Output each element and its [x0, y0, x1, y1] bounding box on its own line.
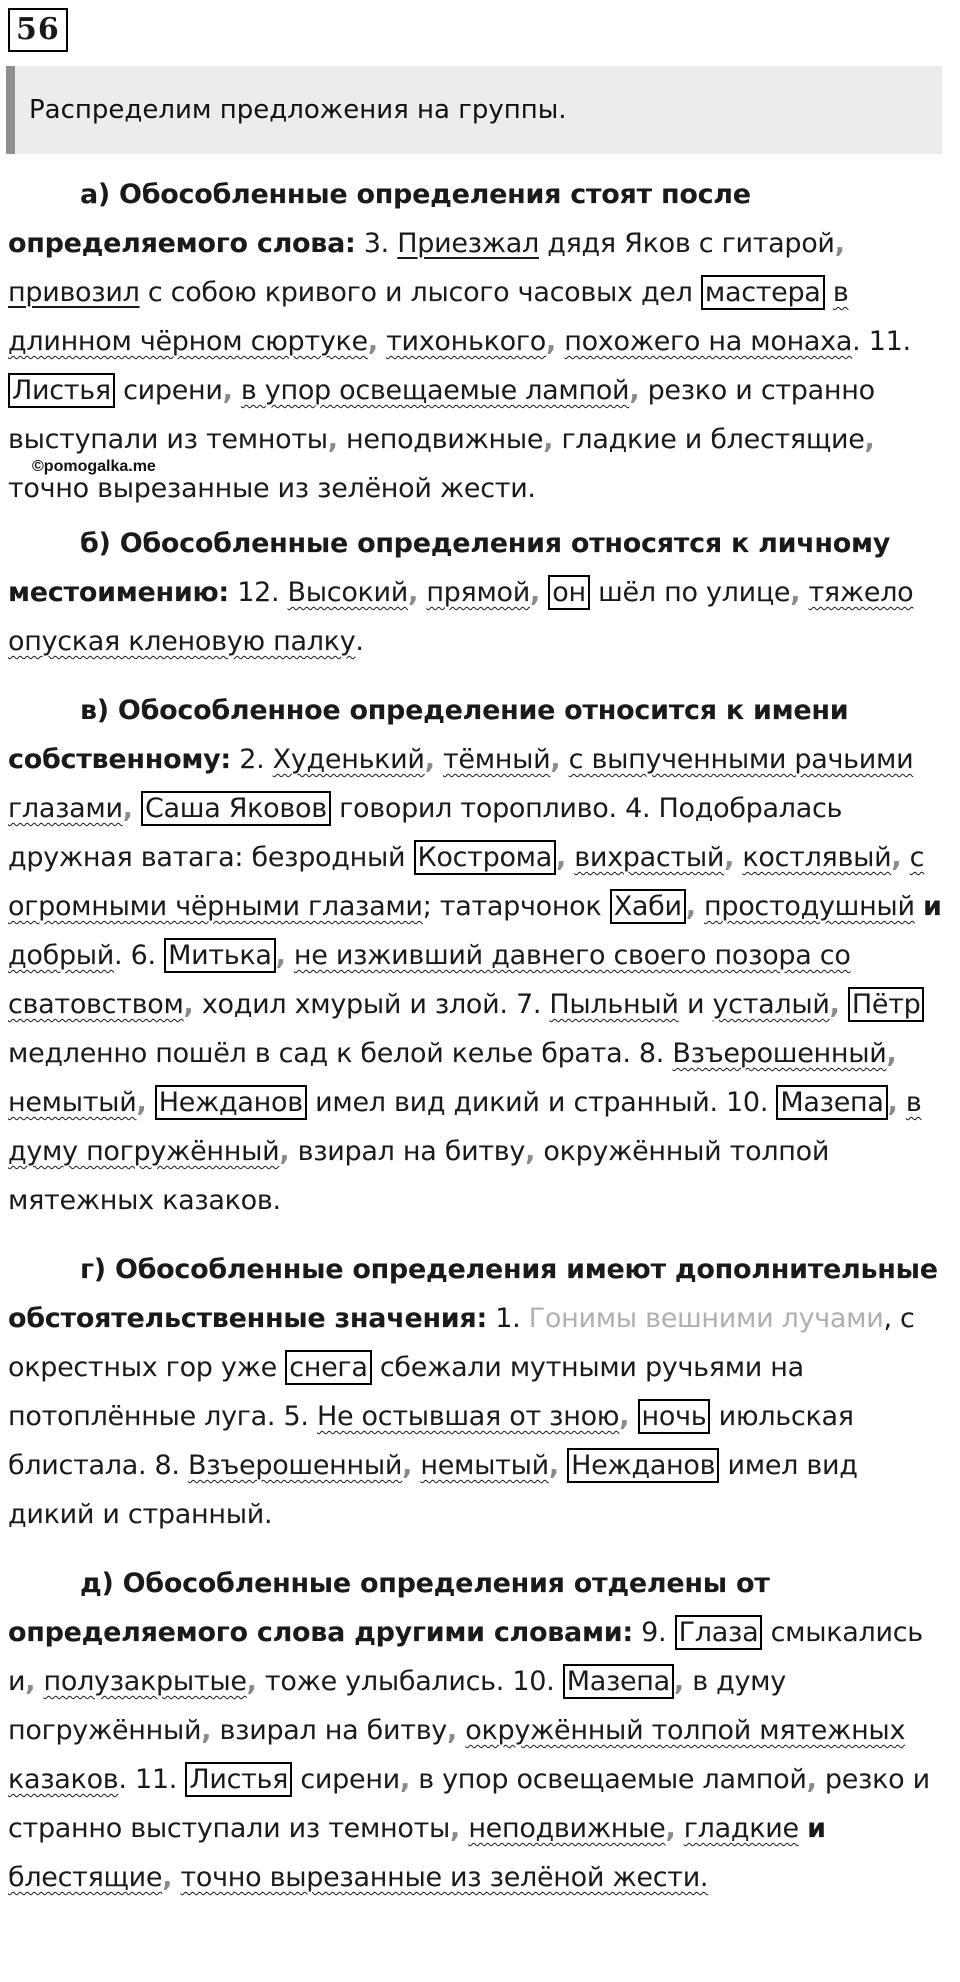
text: окружённый толпой мятежных казаков. — [8, 1136, 830, 1216]
defined-word: Мазепа — [776, 1085, 887, 1120]
text: взирал на битву — [219, 1715, 447, 1746]
attribute: простодушный — [704, 891, 915, 922]
attribute: Пыльный — [549, 989, 679, 1020]
comma: , — [201, 1715, 212, 1746]
group-b — [8, 519, 952, 666]
text: говорил торопливо. 4. Подобралась дружная ватага: безродный — [8, 793, 843, 873]
attribute: окружённый толпой мятежных казаков — [8, 1715, 906, 1795]
text: 12. — [237, 577, 280, 608]
attribute: вихрастый — [574, 842, 725, 873]
text: 1. — [495, 1303, 521, 1334]
comma: , — [162, 1862, 173, 1893]
predicate: привозил — [8, 277, 140, 308]
attribute: в длинном чёрном сюртуке — [8, 277, 849, 357]
text: медленно пошёл в сад к белой келье брата. 8. — [8, 1038, 665, 1069]
group-a — [8, 170, 952, 513]
attribute: немытый — [8, 1087, 137, 1118]
attribute: прямой — [426, 577, 530, 608]
comma: , — [543, 424, 554, 455]
attribute: тихонького — [386, 326, 546, 357]
text: имел вид дикий и странный. 10. — [315, 1087, 769, 1118]
comma: , — [447, 1715, 457, 1746]
group-c — [8, 686, 952, 1225]
attribute: тёмный — [442, 744, 551, 775]
attribute: усталый — [712, 989, 830, 1020]
defined-word: снега — [285, 1350, 371, 1385]
comma: , — [136, 1087, 147, 1118]
text: 9. — [641, 1617, 667, 1648]
attribute: Высокий — [287, 577, 409, 608]
text: с собою кривого и лысого часовых дел — [147, 277, 693, 308]
defined-word: Кострома — [414, 840, 556, 875]
group-a-heading: а) Обособленные определения стоят после определяемого слова: — [8, 179, 751, 259]
conjunction: и — [923, 891, 942, 922]
faded-attribute: Гонимы вешними лучами — [528, 1303, 884, 1334]
group-c-heading: в) Обособленное определение относится к имени собственному: — [8, 695, 849, 775]
comma: , — [887, 1087, 898, 1118]
comma: , — [367, 326, 378, 357]
comma: , — [685, 891, 696, 922]
defined-word: Листья — [185, 1762, 292, 1797]
comma: , — [724, 842, 735, 873]
text: ходил хмурый и злой. 7. — [201, 989, 542, 1020]
comma: , — [619, 1401, 630, 1432]
attribute: в упор освещаемые лампой — [240, 375, 630, 406]
attribute: с огромными чёрными глазами — [8, 842, 925, 922]
comma: , — [275, 940, 286, 971]
defined-word: Пётр — [848, 987, 925, 1022]
text: 3. — [363, 228, 389, 259]
text: резко и странно выступали из темноты — [8, 1764, 930, 1844]
text: . — [355, 626, 364, 657]
group-d-heading: г) Обособленные определения имеют дополнительные обстоятельственные значения: — [8, 1254, 938, 1334]
attribute: не изживший давнего своего позора со сватовством — [8, 940, 851, 1020]
watermark: ©pomogalka.me — [32, 458, 156, 475]
attribute: немытый — [420, 1450, 549, 1481]
answer-body — [8, 170, 952, 1908]
comma: , — [550, 744, 561, 775]
group-e — [8, 1559, 952, 1902]
text: имел вид дикий и странный. — [8, 1450, 858, 1530]
text: в думу погружённый — [8, 1666, 786, 1746]
text: резко и странно выступали из темноты — [8, 375, 875, 455]
comma: , — [246, 1666, 257, 1697]
defined-word: Нежданов — [567, 1448, 719, 1483]
comma: , — [408, 577, 419, 608]
comma: , — [806, 1764, 817, 1795]
comma: , — [122, 793, 133, 824]
predicate: Приезжал — [397, 228, 539, 259]
text: сбежали мутными ручьями на потоплённые луга. 5. — [8, 1352, 804, 1432]
attribute: тяжело опуская кленовую палку — [8, 577, 914, 657]
text: дядя Яков с гитарой — [547, 228, 835, 259]
attribute: гладкие — [683, 1813, 799, 1844]
attribute: блестящие — [8, 1862, 163, 1893]
text: неподвижные — [346, 424, 544, 455]
text: взирал на битву — [297, 1136, 526, 1167]
defined-word: Нежданов — [155, 1085, 307, 1120]
defined-word: Глаза — [675, 1615, 763, 1650]
comma: , — [530, 577, 540, 608]
comma: , — [665, 1813, 676, 1844]
attribute: Взъерошенный — [188, 1450, 403, 1481]
text: шёл по улице — [598, 577, 791, 608]
defined-word: Саша Яковов — [141, 791, 331, 826]
group-b-heading: б) Обособленные определения относятся к личному местоимению: — [8, 528, 891, 608]
comma: , — [279, 1136, 290, 1167]
attribute: Не остывшая от зною — [316, 1401, 620, 1432]
comma: , — [548, 1450, 559, 1481]
instruction-text: Распределим предложения на группы. — [29, 95, 567, 125]
comma: , — [424, 744, 435, 775]
comma: , — [629, 375, 640, 406]
comma: , — [222, 375, 233, 406]
text: тоже улыбались. 10. — [264, 1666, 555, 1697]
text: 11. — [868, 326, 911, 357]
attribute: в думу погружённый — [8, 1087, 922, 1167]
defined-word: Мазепа — [563, 1664, 674, 1699]
defined-word: мастера — [701, 275, 825, 310]
text: 2. — [239, 744, 265, 775]
comma: , — [402, 1450, 413, 1481]
defined-word: Листья — [8, 373, 115, 408]
defined-word: он — [548, 575, 590, 610]
attribute: добрый — [8, 940, 115, 971]
defined-word: Хаби — [610, 889, 686, 924]
attribute: точно вырезанные из зелёной жести. — [180, 1862, 709, 1893]
text: в упор освещаемые лампой — [418, 1764, 807, 1795]
comma: , — [886, 1038, 897, 1069]
comma: , — [545, 326, 556, 357]
text: июльская блистала. 8. — [8, 1401, 854, 1481]
text: смыкались и — [8, 1617, 923, 1697]
defined-word: Митька — [164, 938, 276, 973]
text: . 6. — [114, 940, 156, 971]
comma: , — [450, 1813, 461, 1844]
text: ; татарчонок — [422, 891, 602, 922]
comma: , — [25, 1666, 36, 1697]
conjunction: и — [807, 1813, 826, 1844]
comma: , — [399, 1764, 410, 1795]
comma: , — [864, 424, 875, 455]
defined-word: ночь — [638, 1399, 711, 1434]
attribute: полузакрытые — [43, 1666, 247, 1697]
attribute: Худенький — [272, 744, 425, 775]
instruction-banner — [6, 66, 942, 154]
comma: , — [829, 989, 840, 1020]
comma: , — [790, 577, 801, 608]
text: сирени — [123, 375, 223, 406]
comma: , — [891, 842, 902, 873]
text: и — [686, 989, 705, 1020]
text: . 11. — [118, 1764, 178, 1795]
comma: , — [673, 1666, 684, 1697]
attribute: Взъерошенный — [672, 1038, 887, 1069]
text: . — [852, 326, 861, 357]
group-e-heading: д) Обособленные определения отделены от определяемого слова другими словами: — [8, 1568, 770, 1648]
task-number: 56 — [8, 8, 68, 52]
text: точно вырезанные из зелёной жести. — [8, 473, 536, 504]
comma: , — [555, 842, 566, 873]
comma: , — [834, 228, 845, 259]
text: гладкие и блестящие — [561, 424, 865, 455]
attribute: костлявый — [742, 842, 892, 873]
attribute: неподвижные — [468, 1813, 666, 1844]
text: сирени — [300, 1764, 400, 1795]
group-d — [8, 1245, 952, 1539]
comma: , — [183, 989, 194, 1020]
text: , с окрестных гор уже — [8, 1303, 915, 1383]
comma: , — [525, 1136, 536, 1167]
comma: , — [327, 424, 338, 455]
attribute: похожего на монаха — [564, 326, 853, 357]
attribute: с выпученными рачьими глазами — [8, 744, 914, 824]
